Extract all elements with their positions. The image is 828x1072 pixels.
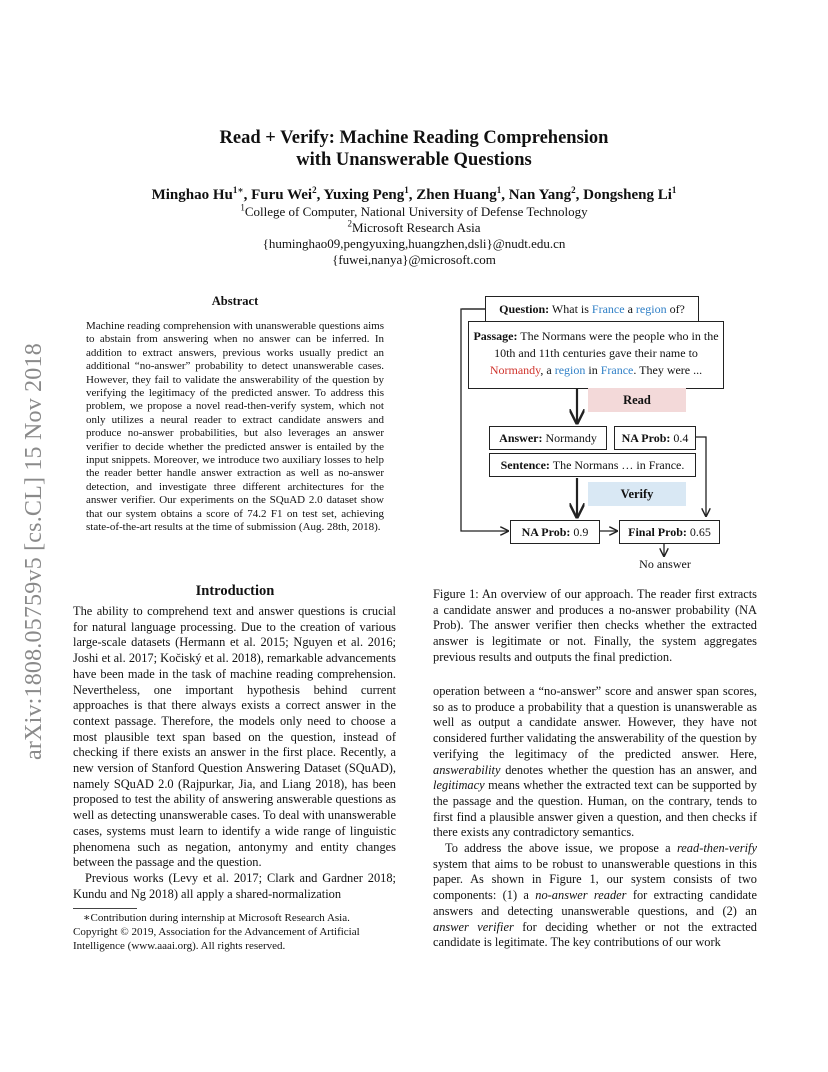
- question-label: Question:: [499, 302, 550, 316]
- na-prob-verifier-label: NA Prob:: [521, 525, 571, 539]
- na-prob-verifier-box: [510, 520, 600, 544]
- author-name: Furu Wei: [251, 187, 313, 203]
- verify-stage-band: Verify: [588, 482, 686, 506]
- term-answer-verifier: answer verifier: [433, 919, 514, 934]
- right-column-body: [433, 684, 757, 951]
- passage-end: . They were ...: [633, 363, 703, 377]
- na-prob-verifier-value: 0.9: [573, 525, 589, 539]
- sentence-box: [489, 453, 696, 477]
- passage-in: in: [588, 363, 598, 377]
- na-prob-box: [614, 426, 696, 450]
- term-read-then-verify: read-then-verify: [676, 841, 757, 856]
- arxiv-stamp: arXiv:1808.05759v5 [cs.CL] 15 Nov 2018: [21, 343, 47, 760]
- passage-france: France: [600, 363, 634, 377]
- na-prob-value: 0.4: [673, 431, 689, 445]
- author-name: Zhen Huang: [416, 187, 497, 203]
- passage-label: Passage:: [473, 329, 518, 343]
- question-a: a: [627, 302, 633, 316]
- intro-paragraph-2: Previous works (Levy et al. 2017; Clark and Gardner 2018; Kundu and Ng 2018) all apply a shared-normalization: [73, 870, 396, 901]
- na-prob-label: NA Prob:: [621, 431, 671, 445]
- author-name: Nan Yang: [508, 187, 572, 203]
- question-pre: What is: [551, 302, 589, 316]
- question-france: France: [591, 302, 625, 316]
- affiliation-1: College of Computer, National University of Defense Technology: [244, 204, 588, 219]
- author-sup: 1: [496, 185, 502, 195]
- passage-text: The Normans were the people who in the 10th and 11th centuries gave their name to: [494, 329, 719, 360]
- final-prob-box: [619, 520, 720, 544]
- affiliation-2: Microsoft Research Asia: [351, 220, 481, 235]
- author-list: Minghao $Hu^{1∗}$, Furu Wei$^2$, Yuxing Peng$^1$, Zhen Huang$^1$, Nan Yang$^2$, Dongsheng Li$^1$: [151, 185, 677, 203]
- author-sup: 1: [671, 185, 677, 195]
- final-prob-value: 0.65: [689, 525, 711, 539]
- introduction-heading: Introduction: [195, 583, 275, 599]
- answer-box: [489, 426, 607, 450]
- sentence-label: Sentence:: [500, 458, 550, 472]
- email-2: {fuwei,nanya}@microsoft.com: [332, 252, 496, 267]
- right-paragraph-1: operation between a “no-answer” score and answer span scores, so as to produce a probability that a question is unanswerable as well as output a candidate answer. However, they have not considered further validating the answerability of the question by verifying the legitimacy of the predicted answer. Here, answerability denotes whether the question has an answer, and legitimacy means whether the extracted text can be supported by the passage and the question. Human, on the contrary, tends to first find a plausible answer given a question, and then checks if there exists any contradictory semantics.: [433, 684, 757, 840]
- author-sup: 1: [404, 185, 409, 195]
- footnote-contribution: ∗Contribution during internship at Microsoft Research Asia.: [83, 912, 350, 924]
- email-1: {huminghao09,pengyuxing,huangzhen,dsli}@nudt.edu.cn: [262, 236, 566, 251]
- abstract-text: Machine reading comprehension with unanswerable questions aims to abstain from answering when no answer can be inferred. In addition to extract answers, previous works usually predict an additional “no-answer” probability to detect unanswerable cases. However, they fail to validate the answerability of the question by verifying the legitimacy of the predicted answer. To address this problem, we propose a novel read-then-verify system, which not only utilizes a neural reader to extract candidate answers and produce no-answer probabilities, but also leverages an answer verifier to decide whether the predicted answer is entailed by the input snippets. Moreover, we introduce two auxiliary losses to help the reader better handle answer extraction as well as no-answer detection, and investigate three different architectures for the answer verifier. Our experiments on the SQuAD 2.0 dataset show that our system obtains a score of 74.2 F1 on test set, achieving state-of-the-art results at the time of submission (Aug. 28th, 2018).: [86, 320, 384, 534]
- passage-region: region: [554, 363, 586, 377]
- final-prob-label: Final Prob:: [628, 525, 687, 539]
- author-sup: 2: [312, 185, 317, 195]
- author-name: Minghao Hu: [151, 187, 233, 203]
- title-line-2: with Unanswerable Questions: [296, 150, 532, 170]
- read-stage-band: Read: [588, 388, 686, 412]
- footnote-copyright: Copyright © 2019, Association for the Advancement of Artificial Intelligence (www.aaai.org). All rights reserved.: [73, 926, 360, 952]
- question-region: region: [635, 302, 667, 316]
- abstract-heading: Abstract: [211, 294, 259, 308]
- passage-comma: , a: [540, 363, 552, 377]
- answer-label: Answer:: [499, 431, 543, 445]
- affiliation-sup: 1: [240, 202, 245, 213]
- affiliation-sup: 2: [347, 218, 352, 229]
- term-no-answer-reader: no-answer reader: [535, 888, 627, 903]
- author-name: Dongsheng Li: [583, 187, 672, 203]
- passage-box: [468, 321, 724, 389]
- final-output: No answer: [639, 557, 691, 571]
- answer-value: Normandy: [545, 431, 597, 445]
- term-legitimacy: legitimacy: [433, 778, 485, 793]
- sentence-value: The Normans … in France.: [552, 458, 685, 472]
- term-answerability: answerability: [433, 762, 501, 777]
- question-post: of?: [669, 302, 685, 316]
- title-line-1: Read + Verify: Machine Reading Comprehension: [219, 128, 609, 148]
- figure-caption: Figure 1: An overview of our approach. The reader first extracts a candidate answer and produces a no-answer probability (NA Prob). The answer verifier then checks whether the extracted answer is legitimate or not. Finally, the system aggregates previous results and outputs the final prediction.: [433, 587, 757, 664]
- right-paragraph-2: To address the above issue, we propose a read-then-verify system that aims to be robust to unanswerable questions in this paper. As shown in Figure 1, our system consists of two components: (1) a no-answer reader for extracting candidate answers and detecting unanswerable questions, and (2) an answer verifier for deciding whether or not the extracted candidate is legitimate. The key contributions of our work: [433, 841, 757, 950]
- author-sup: 2: [571, 185, 576, 195]
- author-sup: 1∗: [232, 185, 244, 195]
- intro-paragraph-1: The ability to comprehend text and answer questions is crucial for natural language processing. Due to the creation of various large-scale datasets (Hermann et al. 2015; Nguyen et al. 2016; Joshi et al. 2017; Kočiský et al. 2018), remarkable advancements have been made in the task of machine reading comprehension. Nevertheless, one important hypothesis behind current approaches is that there always exists a correct answer in the context passage. Therefore, the models only need to choose a most plausible text span based on the question, instead of checking if there exists an answer in the first place. Recently, a new version of Stanford Question Answering Dataset (SQuAD), namely SQuAD 2.0 (Rajpurkar, Jia, and Liang 2018), has been proposed to test the ability of answering answerable questions as well as detecting unanswerable cases. To deal with unanswerable cases, systems must learn to identify a wide range of linguistic phenomena such as negation, antonymy and entity changes between the passage and the question.: [73, 604, 396, 870]
- passage-normandy: Normandy: [489, 363, 541, 377]
- author-name: Yuxing Peng: [323, 187, 405, 203]
- question-box: [485, 296, 699, 322]
